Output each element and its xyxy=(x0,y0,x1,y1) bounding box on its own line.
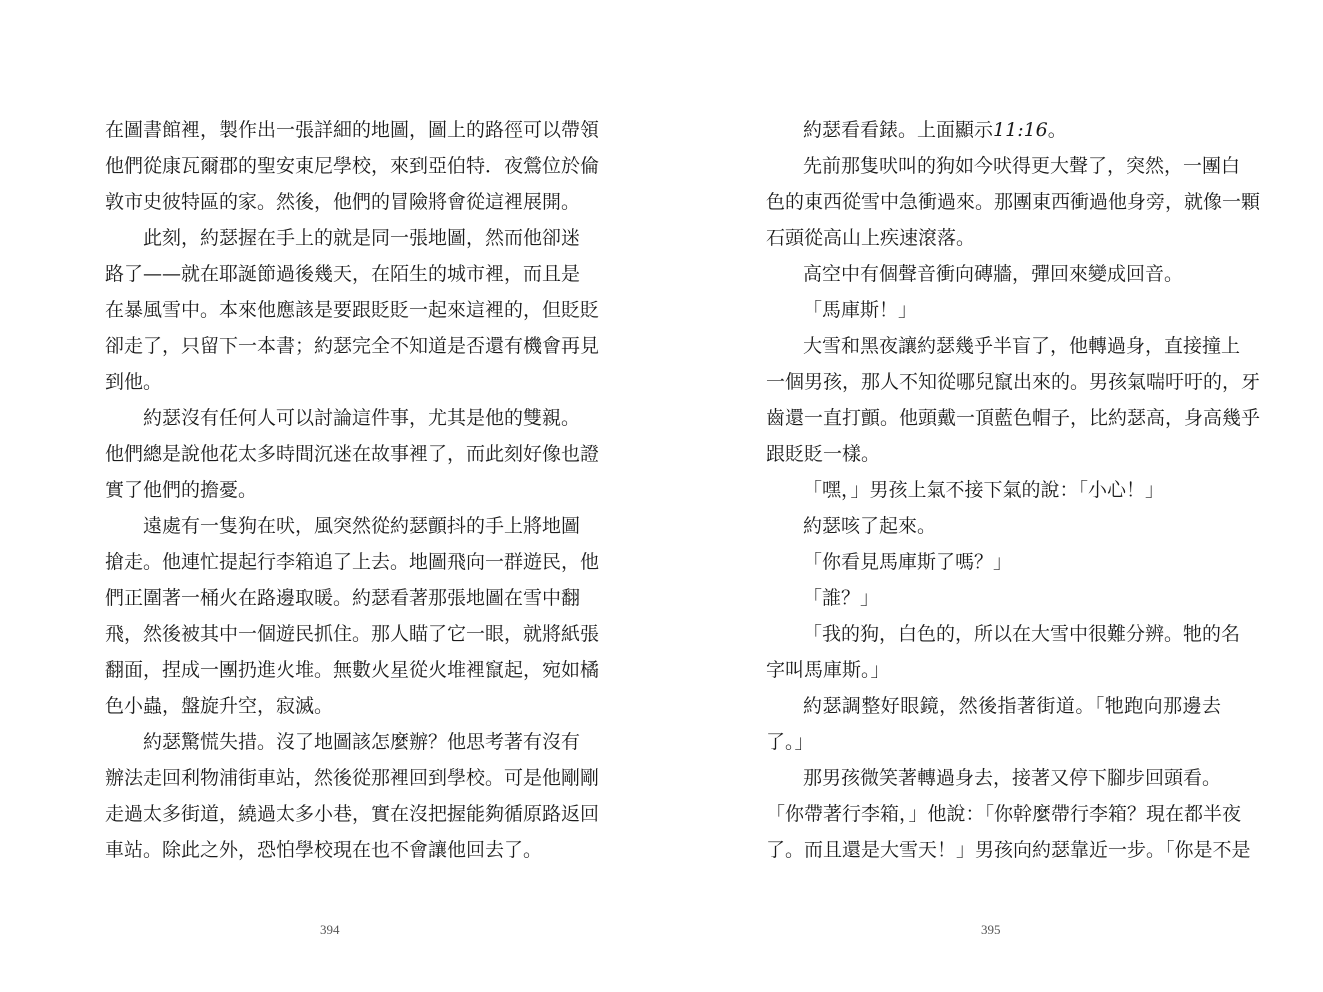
text-line: 那男孩微笑著轉過身去，接著又停下腳步回頭看。 xyxy=(803,767,1222,789)
text-line: 大雪和黑夜讓約瑟幾乎半盲了，他轉過身，直接撞上 xyxy=(803,335,1241,357)
text-line: 車站。除此之外，恐怕學校現在也不會讓他回去了。 xyxy=(105,839,543,861)
right-page xyxy=(661,0,1323,992)
text-line: 搶走。他連忙提起行李箱追了上去。地圖飛向一群遊民，他 xyxy=(105,551,600,573)
text-line: 卻走了，只留下一本書；約瑟完全不知道是否還有機會再見 xyxy=(105,335,600,357)
text-line: 約瑟驚慌失措。沒了地圖該怎麼辦？他思考著有沒有 xyxy=(143,731,581,753)
text-line: 字叫馬庫斯。」 xyxy=(766,659,890,681)
text-segment: 。 xyxy=(1047,119,1067,141)
text-line: 敦市史彼特區的家。然後，他們的冒險將會從這裡展開。 xyxy=(105,191,581,213)
text-line: 走過太多街道，繞過太多小巷，實在沒把握能夠循原路返回 xyxy=(105,803,600,825)
text-line: 約瑟調整好眼鏡，然後指著街道。「牠跑向那邊去 xyxy=(803,695,1221,717)
text-line: 辦法走回利物浦街車站，然後從那裡回到學校。可是他剛剛 xyxy=(105,767,600,789)
text-line: 到他。 xyxy=(105,371,163,393)
text-line: 實了他們的擔憂。 xyxy=(105,479,258,501)
text-line: 翻面，捏成一團扔進火堆。無數火星從火堆裡竄起，宛如橘 xyxy=(105,659,600,681)
text-line: 約瑟咳了起來。 xyxy=(803,515,937,537)
text-line: 高空中有個聲音衝向磚牆，彈回來變成回音。 xyxy=(803,263,1184,285)
text-line: 飛，然後被其中一個遊民抓住。那人瞄了它一眼，就將紙張 xyxy=(105,623,600,645)
text-line: 們正圍著一桶火在路邊取暖。約瑟看著那張地圖在雪中翻 xyxy=(105,587,581,609)
text-line xyxy=(803,118,1221,142)
text-line: 了。」 xyxy=(766,731,814,753)
text-line: 「你帶著行李箱，」他說：「你幹麼帶行李箱？現在都半夜 xyxy=(766,803,1242,825)
text-line: 色小蟲，盤旋升空，寂滅。 xyxy=(105,695,334,717)
text-line: 了。而且還是大雪天！」男孩向約瑟靠近一步。「你是不是 xyxy=(766,839,1251,861)
text-line: 「嘿，」男孩上氣不接下氣的說：「小心！」 xyxy=(803,479,1165,501)
time-display-text: 11:16 xyxy=(993,119,1048,141)
text-line: 他們從康瓦爾郡的聖安東尼學校，來到亞伯特．夜鶯位於倫 xyxy=(105,155,600,177)
text-line: 在圖書館裡，製作出一張詳細的地圖，圖上的路徑可以帶領 xyxy=(105,119,600,141)
text-line: 「你看見馬庫斯了嗎？」 xyxy=(803,551,1013,573)
text-line: 在暴風雪中。本來他應該是要跟貶貶一起來這裡的，但貶貶 xyxy=(105,299,600,321)
text-line: 「我的狗，白色的，所以在大雪中很難分辨。牠的名 xyxy=(803,623,1241,645)
text-line: 路了——就在耶誕節過後幾天，在陌生的城市裡，而且是 xyxy=(105,263,581,285)
text-line: 約瑟沒有任何人可以討論這件事，尤其是他的雙親。 xyxy=(143,407,581,429)
text-line: 「馬庫斯！」 xyxy=(803,299,918,321)
text-line: 色的東西從雪中急衝過來。那團東西衝過他身旁，就像一顆 xyxy=(766,191,1261,213)
text-line: 一個男孩，那人不知從哪兒竄出來的。男孩氣喘吁吁的，牙 xyxy=(766,371,1261,393)
text-line: 石頭從高山上疾速滾落。 xyxy=(766,227,976,249)
text-line: 此刻，約瑟握在手上的就是同一張地圖，然而他卻迷 xyxy=(143,227,581,249)
left-page xyxy=(0,0,661,992)
text-segment: 約瑟看看錶。上面顯示 xyxy=(803,119,994,141)
text-line: 齒還一直打顫。他頭戴一頂藍色帽子，比約瑟高，身高幾乎 xyxy=(766,407,1261,429)
page-number: 395 xyxy=(981,922,1001,937)
text-line: 先前那隻吠叫的狗如今吠得更大聲了，突然，一團白 xyxy=(803,155,1241,177)
text-line: 「誰？」 xyxy=(803,587,880,609)
text-line: 他們總是說他花太多時間沉迷在故事裡了，而此刻好像也證 xyxy=(105,443,600,465)
text-line: 遠處有一隻狗在吠，風突然從約瑟顫抖的手上將地圖 xyxy=(143,515,581,537)
text-line: 跟貶貶一樣。 xyxy=(766,443,881,465)
page-number: 394 xyxy=(320,922,340,937)
